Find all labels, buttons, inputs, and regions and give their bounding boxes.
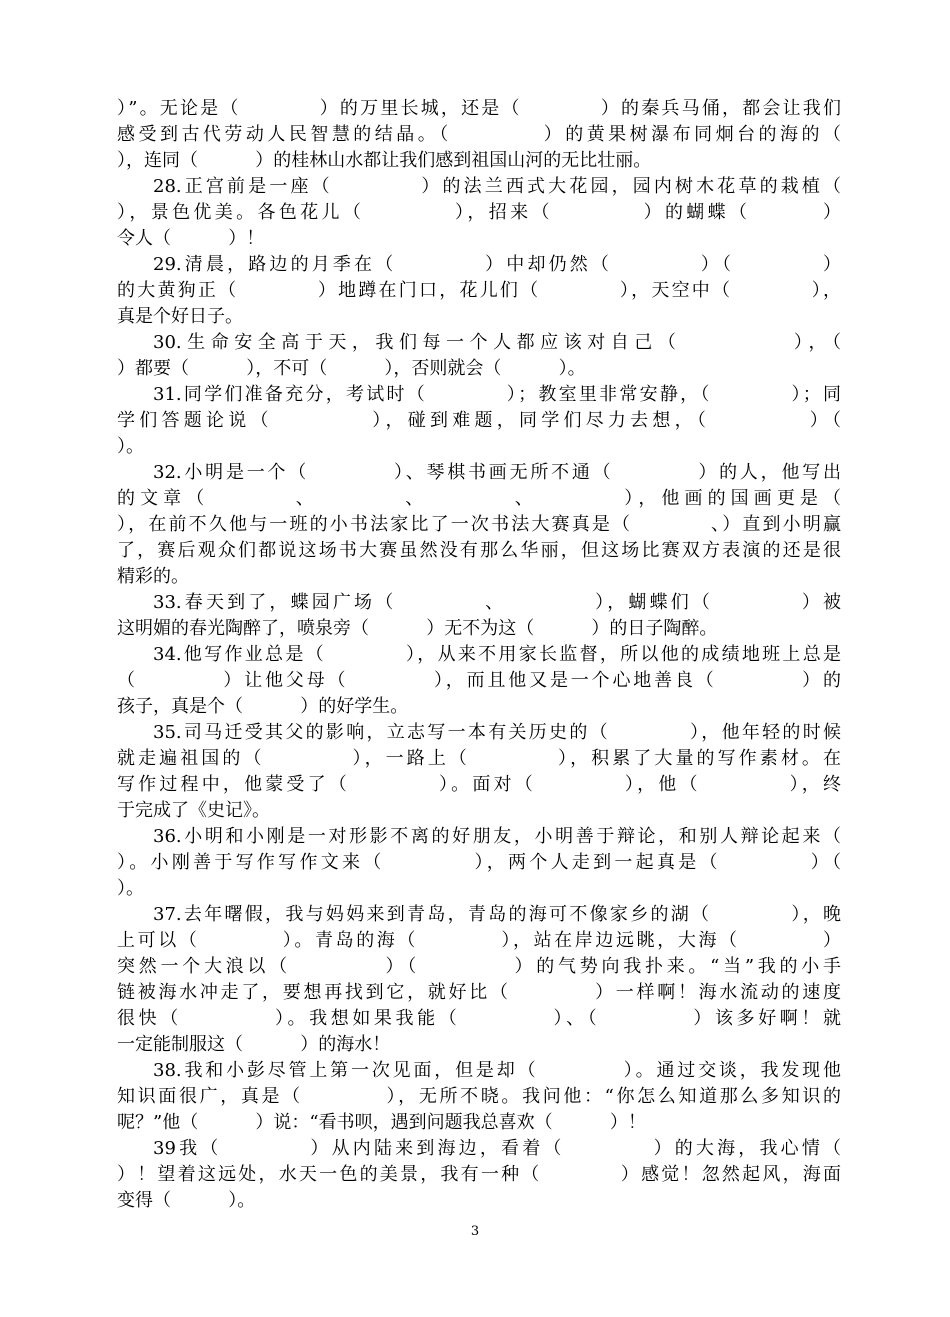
text-line: ），在前不久他与一班的小书法家比了一次书法大赛真是（ 、）直到小明赢 [117, 514, 841, 535]
text-line: 39我（ ）从内陆来到海边，看着（ ）的大海，我心情（ [153, 1138, 841, 1159]
text-line: ）。 [117, 436, 144, 457]
text-line: 知识面很广，真是（ ），无所不晓。我问他：“你怎么知道那么多知识的 [117, 1086, 841, 1107]
text-line: 29.清晨，路边的月季在（ ）中却仍然（ ）（ ） [153, 254, 841, 275]
text-line: 38.我和小彭尽管上第一次见面，但是却（ ）。通过交谈，我发现他 [153, 1060, 841, 1081]
text-line: 孩子，真是个（ ）的好学生。 [117, 696, 409, 717]
text-line: 精彩的。 [117, 566, 189, 587]
text-line: 于完成了《史记》。 [117, 800, 270, 821]
text-line: （ ）让他父母（ ），而且他又是一个心地善良（ ）的 [117, 670, 841, 691]
text-line: 就走遍祖国的（ ），一路上（ ），积累了大量的写作素材。在 [117, 748, 841, 769]
text-line: 31.同学们准备充分，考试时（ ）；教室里非常安静，（ ）；同 [153, 384, 841, 405]
text-line: ），连同（ ）的桂林山水都让我们感到祖国山河的无比壮丽。 [117, 150, 652, 171]
text-line: ）”。无论是（ ）的万里长城，还是（ ）的秦兵马俑，都会让我们 [117, 98, 841, 119]
text-line: 突然一个大浪以（ ）（ ）的气势向我扑来。“当”我的小手 [117, 956, 841, 977]
text-line: 真是个好日子。 [117, 306, 243, 327]
text-line: 28.正宫前是一座（ ）的法兰西式大花园，园内树木花草的栽植（ [153, 176, 841, 197]
text-line: ），景色优美。各色花儿（ ），招来（ ）的蝴蝶（ ） [117, 202, 841, 223]
text-line: 了，赛后观众们都说这场书大赛虽然没有那么华丽，但这场比赛双方表演的还是很 [117, 540, 841, 561]
text-line: 上可以（ ）。青岛的海（ ），站在岸边远眺，大海（ ） [117, 930, 841, 951]
text-line: 学们答题论说（ ），碰到难题，同学们尽力去想，（ ）（ [117, 410, 841, 431]
text-line: 变得（ ）。 [117, 1190, 256, 1211]
exercise-text-block [117, 96, 841, 1214]
text-line: 这明媚的春光陶醉了，喷泉旁（ ）无不为这（ ）的日子陶醉。 [117, 618, 718, 639]
text-line: ）都要（ ），不可（ ），否则就会（ ）。 [117, 358, 586, 379]
text-line: 令人（ ）！ [117, 228, 265, 249]
text-line: 35.司马迁受其父的影响，立志写一本有关历史的（ ），他年轻的时候 [153, 722, 841, 743]
text-line: ）。小刚善于写作写作文来（ ），两个人走到一起真是（ ）（ [117, 852, 841, 873]
page-number: 3 [470, 1224, 480, 1239]
text-line: 32.小明是一个（ ）、琴棋书画无所不通（ ）的人，他写出 [153, 462, 841, 483]
text-line: 写作过程中，他蒙受了（ ）。面对（ ），他（ ），终 [117, 774, 841, 795]
text-line: 呢？”他（ ）说：“看书呗，遇到问题我总喜欢（ ）！ [117, 1112, 646, 1133]
text-line: 33.春天到了，蝶园广场（ 、 ），蝴蝶们（ ）被 [153, 592, 841, 613]
text-line: 的大黄狗正（ ）地蹲在门口，花儿们（ ），天空中（ ）， [117, 280, 841, 301]
text-line: 链被海水冲走了，要想再找到它，就好比（ ）一样啊！海水流动的速度 [117, 982, 841, 1003]
text-line: 的文章（ 、 、 、 ），他画的国画更是（ [117, 488, 841, 509]
text-line: 36.小明和小刚是一对形影不离的好朋友，小明善于辩论，和别人辩论起来（ [153, 826, 841, 847]
text-line: 37.去年曙假，我与妈妈来到青岛，青岛的海可不像家乡的湖（ ），晚 [153, 904, 841, 925]
text-line: 一定能制服这（ ）的海水！ [117, 1034, 391, 1055]
text-line: ）。 [117, 878, 144, 899]
text-line: 感受到古代劳动人民智慧的结晶。（ ）的黄果树瀑布同炯台的海的（ [117, 124, 841, 145]
text-line: 34.他写作业总是（ ），从来不用家长监督，所以他的成绩地班上总是 [153, 644, 841, 665]
text-line: 很快（ ）。我想如果我能（ ）、（ ）该多好啊！就 [117, 1008, 841, 1029]
text-line: 30.生命安全高于天，我们每一个人都应该对自己（ ），（ [153, 332, 841, 353]
text-line: ）！望着这远处，水天一色的美景，我有一种（ ）感觉！忽然起风，海面 [117, 1164, 841, 1185]
